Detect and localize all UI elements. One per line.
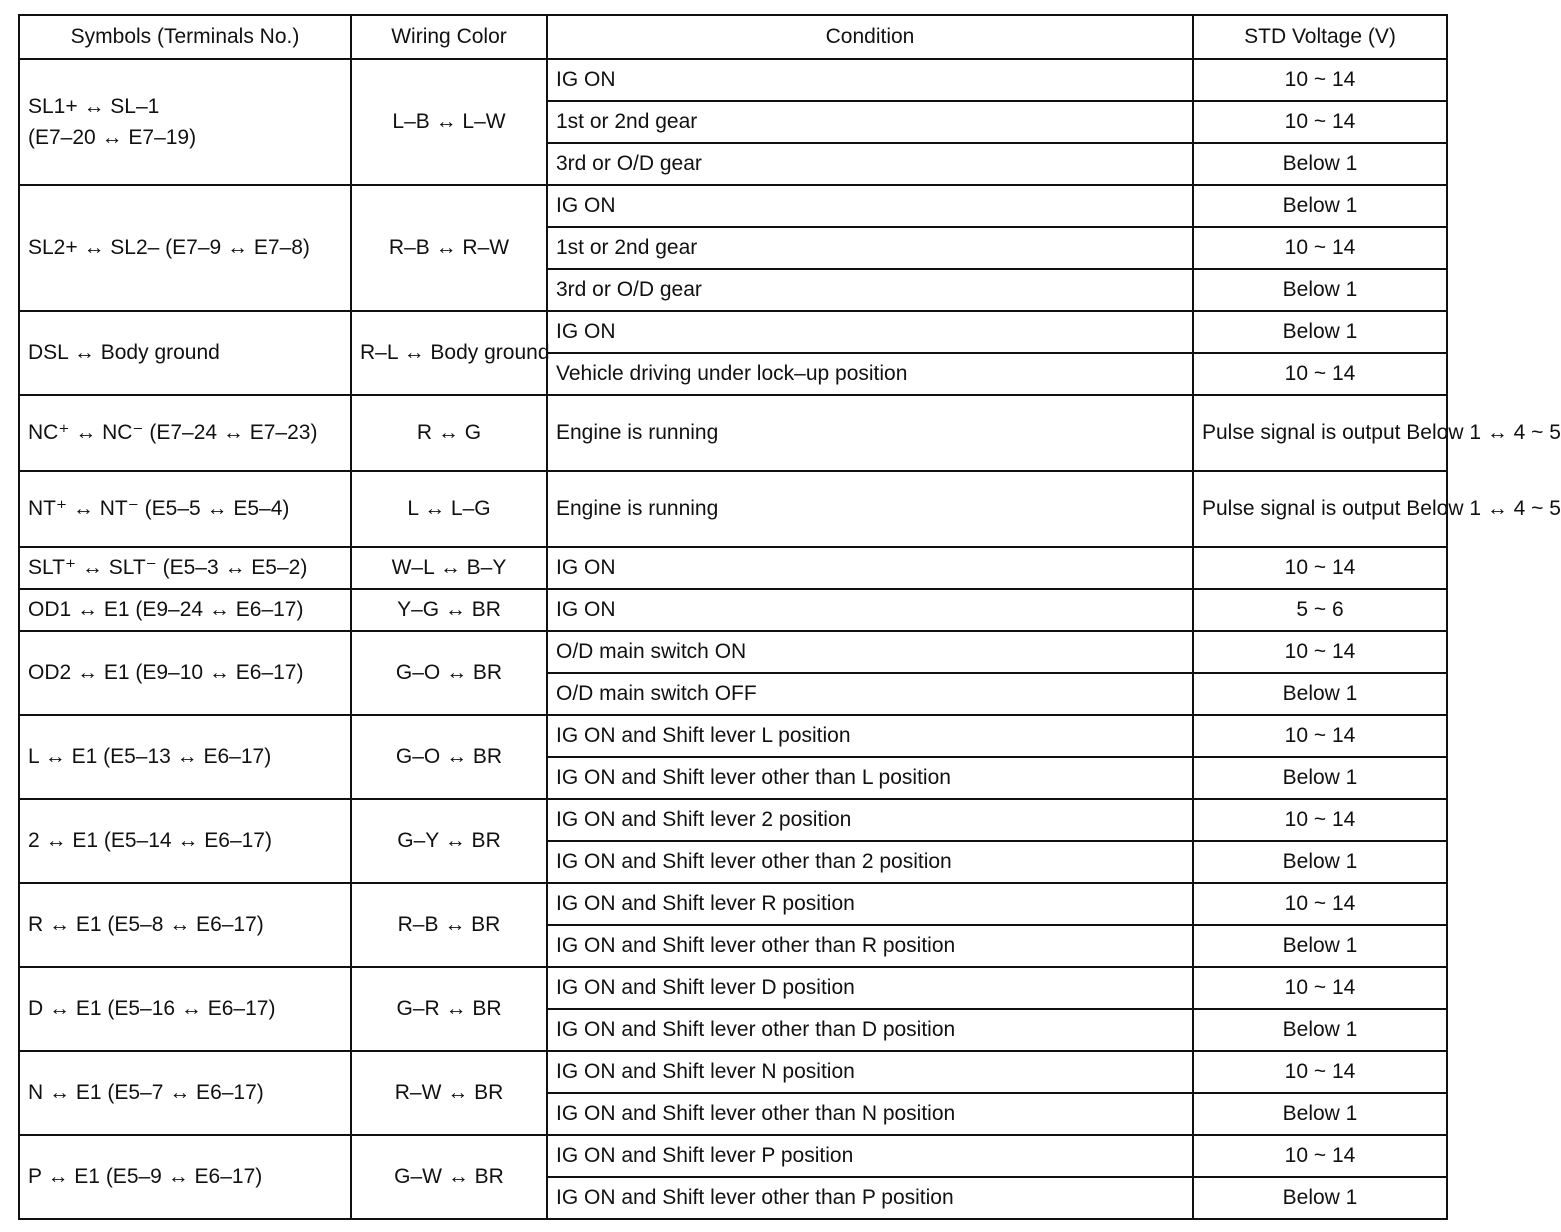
- symbol-cell: SLT⁺ ↔ SLT⁻ (E5–3 ↔ E5–2): [19, 547, 351, 589]
- std-voltage-cell: Below 1: [1193, 1009, 1447, 1051]
- table-row: [19, 715, 1447, 757]
- symbol-cell: R ↔ E1 (E5–8 ↔ E6–17): [19, 883, 351, 967]
- std-voltage-cell: Below 1: [1193, 269, 1447, 311]
- condition-cell: IG ON and Shift lever other than P position: [547, 1177, 1193, 1219]
- condition-cell: IG ON and Shift lever D position: [547, 967, 1193, 1009]
- table-row: [19, 471, 1447, 547]
- condition-cell: IG ON: [547, 311, 1193, 353]
- condition-cell: IG ON: [547, 589, 1193, 631]
- condition-cell: 3rd or O/D gear: [547, 143, 1193, 185]
- wiring-color-cell: R–B ↔ BR: [351, 883, 547, 967]
- table-row: [19, 185, 1447, 227]
- symbol-cell: SL1+ ↔ SL–1 (E7–20 ↔ E7–19): [19, 59, 351, 185]
- table-row: [19, 799, 1447, 841]
- condition-cell: IG ON and Shift lever L position: [547, 715, 1193, 757]
- table-row: [19, 395, 1447, 471]
- std-voltage-cell: 10 ~ 14: [1193, 547, 1447, 589]
- condition-cell: 1st or 2nd gear: [547, 101, 1193, 143]
- table-row: [19, 1135, 1447, 1177]
- std-voltage-cell: Below 1: [1193, 1177, 1447, 1219]
- std-voltage-cell: 10 ~ 14: [1193, 101, 1447, 143]
- symbol-cell: OD1 ↔ E1 (E9–24 ↔ E6–17): [19, 589, 351, 631]
- condition-cell: IG ON and Shift lever other than D position: [547, 1009, 1193, 1051]
- condition-cell: IG ON and Shift lever N position: [547, 1051, 1193, 1093]
- symbol-cell: P ↔ E1 (E5–9 ↔ E6–17): [19, 1135, 351, 1219]
- std-voltage-cell: 10 ~ 14: [1193, 631, 1447, 673]
- wiring-color-cell: G–O ↔ BR: [351, 631, 547, 715]
- condition-cell: O/D main switch OFF: [547, 673, 1193, 715]
- terminal-voltage-table: [18, 14, 1561, 1220]
- symbol-cell: 2 ↔ E1 (E5–14 ↔ E6–17): [19, 799, 351, 883]
- table-row: [19, 59, 1447, 101]
- symbol-cell: SL2+ ↔ SL2– (E7–9 ↔ E7–8): [19, 185, 351, 311]
- symbol-cell: DSL ↔ Body ground: [19, 311, 351, 395]
- wiring-color-cell: R–B ↔ R–W: [351, 185, 547, 311]
- wiring-color-cell: R ↔ G: [351, 395, 547, 471]
- std-voltage-cell: 10 ~ 14: [1193, 799, 1447, 841]
- symbol-cell: NC⁺ ↔ NC⁻ (E7–24 ↔ E7–23): [19, 395, 351, 471]
- table-row: [19, 967, 1447, 1009]
- wiring-color-cell: R–L ↔ Body ground: [351, 311, 547, 395]
- symbol-cell: N ↔ E1 (E5–7 ↔ E6–17): [19, 1051, 351, 1135]
- condition-cell: IG ON and Shift lever P position: [547, 1135, 1193, 1177]
- header-row: [19, 15, 1447, 59]
- std-voltage-cell: Below 1: [1193, 143, 1447, 185]
- std-voltage-cell: Below 1: [1193, 1093, 1447, 1135]
- wiring-color-cell: W–L ↔ B–Y: [351, 547, 547, 589]
- symbol-cell: D ↔ E1 (E5–16 ↔ E6–17): [19, 967, 351, 1051]
- wiring-color-cell: Y–G ↔ BR: [351, 589, 547, 631]
- std-voltage-cell: Below 1: [1193, 185, 1447, 227]
- wiring-color-cell: G–R ↔ BR: [351, 967, 547, 1051]
- std-voltage-cell: Below 1: [1193, 925, 1447, 967]
- std-voltage-cell: 10 ~ 14: [1193, 59, 1447, 101]
- condition-cell: IG ON: [547, 547, 1193, 589]
- wiring-color-cell: G–Y ↔ BR: [351, 799, 547, 883]
- table-row: [19, 883, 1447, 925]
- condition-cell: IG ON and Shift lever other than R position: [547, 925, 1193, 967]
- table-body: [19, 59, 1561, 1219]
- wiring-color-cell: R–W ↔ BR: [351, 1051, 547, 1135]
- std-voltage-cell: 10 ~ 14: [1193, 353, 1447, 395]
- table-row: [19, 631, 1447, 673]
- std-voltage-cell: 10 ~ 14: [1193, 967, 1447, 1009]
- std-voltage-cell: Below 1: [1193, 841, 1447, 883]
- condition-cell: IG ON and Shift lever R position: [547, 883, 1193, 925]
- table-row: [19, 547, 1447, 589]
- symbol-cell: OD2 ↔ E1 (E9–10 ↔ E6–17): [19, 631, 351, 715]
- condition-cell: Vehicle driving under lock–up position: [547, 353, 1193, 395]
- symbol-cell: NT⁺ ↔ NT⁻ (E5–5 ↔ E5–4): [19, 471, 351, 547]
- header-condition: Condition: [547, 15, 1193, 59]
- header-wiring-color: Wiring Color: [351, 15, 547, 59]
- table-row: [19, 1051, 1447, 1093]
- std-voltage-cell: Below 1: [1193, 757, 1447, 799]
- wiring-color-cell: G–O ↔ BR: [351, 715, 547, 799]
- header-symbols: Symbols (Terminals No.): [19, 15, 351, 59]
- std-voltage-cell: 10 ~ 14: [1193, 227, 1447, 269]
- condition-cell: Engine is running: [547, 471, 1193, 547]
- std-voltage-cell: Pulse signal is output Below 1 ↔ 4 ~ 5: [1193, 471, 1447, 547]
- condition-cell: IG ON and Shift lever other than L position: [547, 757, 1193, 799]
- condition-cell: IG ON: [547, 185, 1193, 227]
- condition-cell: O/D main switch ON: [547, 631, 1193, 673]
- wiring-color-cell: G–W ↔ BR: [351, 1135, 547, 1219]
- std-voltage-cell: 5 ~ 6: [1193, 589, 1447, 631]
- condition-cell: IG ON and Shift lever other than N position: [547, 1093, 1193, 1135]
- condition-cell: 1st or 2nd gear: [547, 227, 1193, 269]
- wiring-color-cell: L ↔ L–G: [351, 471, 547, 547]
- symbol-cell: L ↔ E1 (E5–13 ↔ E6–17): [19, 715, 351, 799]
- std-voltage-cell: 10 ~ 14: [1193, 1051, 1447, 1093]
- wiring-color-cell: L–B ↔ L–W: [351, 59, 547, 185]
- terminal-voltage-sheet: [18, 14, 1561, 1220]
- table-row: [19, 589, 1447, 631]
- condition-cell: IG ON: [547, 59, 1193, 101]
- condition-cell: IG ON and Shift lever 2 position: [547, 799, 1193, 841]
- std-voltage-cell: Pulse signal is output Below 1 ↔ 4 ~ 5: [1193, 395, 1447, 471]
- table-row: [19, 311, 1447, 353]
- condition-cell: Engine is running: [547, 395, 1193, 471]
- header-std-voltage: STD Voltage (V): [1193, 15, 1447, 59]
- std-voltage-cell: Below 1: [1193, 673, 1447, 715]
- std-voltage-cell: 10 ~ 14: [1193, 715, 1447, 757]
- condition-cell: IG ON and Shift lever other than 2 position: [547, 841, 1193, 883]
- condition-cell: 3rd or O/D gear: [547, 269, 1193, 311]
- std-voltage-cell: 10 ~ 14: [1193, 883, 1447, 925]
- std-voltage-cell: Below 1: [1193, 311, 1447, 353]
- std-voltage-cell: 10 ~ 14: [1193, 1135, 1447, 1177]
